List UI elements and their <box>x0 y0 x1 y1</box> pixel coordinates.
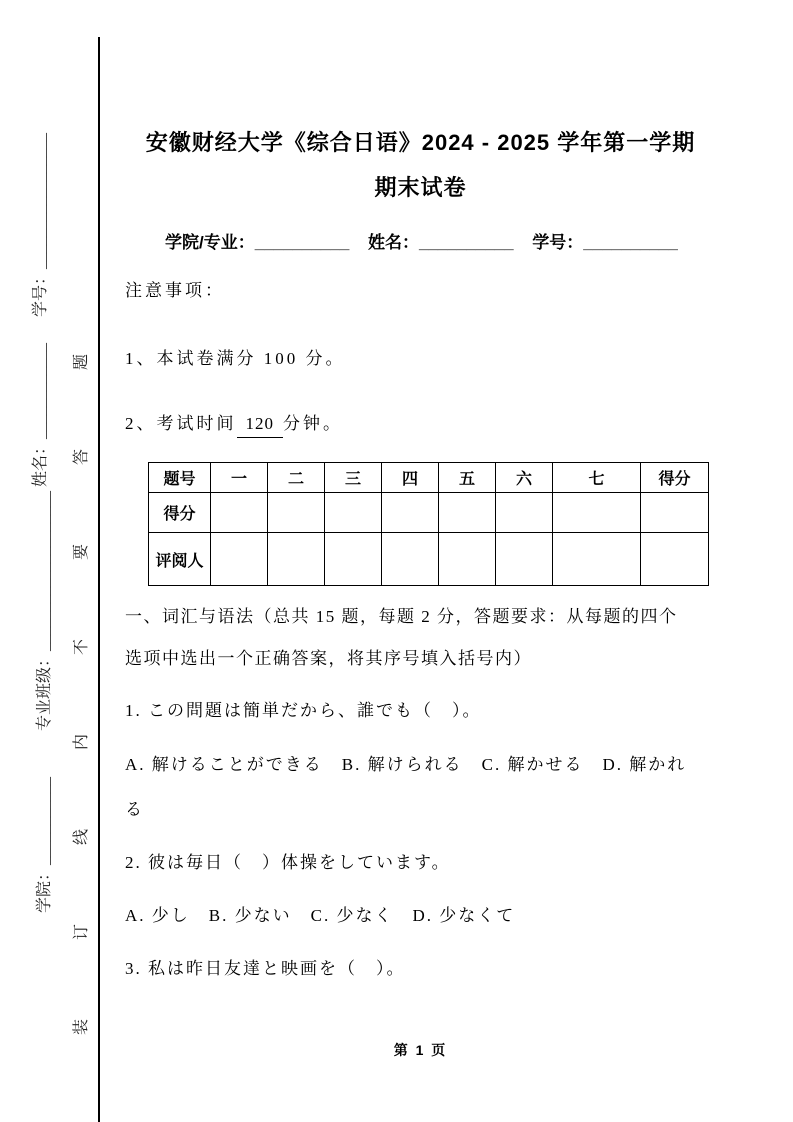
question-1-options-line1: A. 解けることができる B. 解けられる C. 解かせる D. 解かれ <box>125 755 687 774</box>
grader-cell-empty <box>268 533 325 586</box>
grader-cell-empty <box>641 533 709 586</box>
exam-title-line2: 期末试卷 <box>374 175 467 200</box>
score-table-header-cell: 三 <box>325 463 382 493</box>
question-2-text: 2. 彼は毎日（ ）体操をしています。 <box>125 853 451 872</box>
score-cell-empty <box>211 493 268 533</box>
score-cell-empty <box>268 493 325 533</box>
score-table <box>148 462 709 586</box>
score-table-header-row <box>149 463 709 493</box>
exam-title-line1: 安徽财经大学《综合日语》2024 - 2025 学年第一学期 <box>145 130 696 155</box>
notes-heading: 注意事项： <box>125 281 225 300</box>
note-item-2 <box>125 411 757 438</box>
score-cell-empty <box>325 493 382 533</box>
score-table-header-cell: 五 <box>439 463 496 493</box>
grader-row-label: 评阅人 <box>149 533 211 586</box>
question-1-text: 1. この問題は簡単だから、誰でも（ ）。 <box>125 701 482 720</box>
sidebar-field-name: 姓名：____________ <box>32 342 49 487</box>
exam-duration-value: 120 <box>237 411 284 438</box>
score-cell-empty <box>382 493 439 533</box>
score-table-header-cell: 一 <box>211 463 268 493</box>
field-student-id <box>532 228 678 253</box>
field-name-label: 姓名： <box>368 233 420 252</box>
score-table-score-row <box>149 493 709 533</box>
field-student-id-label: 学号： <box>532 233 584 252</box>
header-fields-row <box>165 228 765 253</box>
field-student-id-blank: __________ <box>583 233 678 252</box>
question-1-options-line2: る <box>125 800 144 819</box>
score-table-header-cell: 题号 <box>149 463 211 493</box>
score-row-label: 得分 <box>149 493 211 533</box>
grader-cell-empty <box>211 533 268 586</box>
score-table-header-cell: 六 <box>496 463 553 493</box>
note-item-1: 1、本试卷满分 100 分。 <box>125 349 346 368</box>
field-college-major <box>165 228 349 253</box>
score-table-grader-row <box>149 533 709 586</box>
field-college-major-label: 学院/专业： <box>165 233 255 252</box>
grader-cell-empty <box>382 533 439 586</box>
score-table-header-cell: 得分 <box>641 463 709 493</box>
score-table-header-cell: 二 <box>268 463 325 493</box>
section1-heading-line2: 选项中选出一个正确答案，将其序号填入括号内） <box>125 649 532 668</box>
grader-cell-empty <box>325 533 382 586</box>
sidebar-field-college: 学院：___________ <box>36 776 53 913</box>
binding-notice-text: 装订线内不要答题 <box>73 274 90 1035</box>
section1-heading-line1: 一、词汇与语法（总共 15 题，每题 2 分，答题要求：从每题的四个 <box>125 607 678 626</box>
sidebar-field-student-id: 学号：_________________ <box>32 132 49 317</box>
score-cell-empty <box>439 493 496 533</box>
question-2-options-line1: A. 少し B. 少ない C. 少なく D. 少なくて <box>125 906 516 925</box>
grader-cell-empty <box>439 533 496 586</box>
field-name <box>368 228 514 253</box>
score-table-header-cell: 七 <box>553 463 641 493</box>
score-cell-empty <box>553 493 641 533</box>
field-name-blank: __________ <box>419 233 514 252</box>
note-item-2-post: 分钟。 <box>283 414 343 433</box>
grader-cell-empty <box>496 533 553 586</box>
field-college-major-blank: __________ <box>254 233 350 252</box>
grader-cell-empty <box>553 533 641 586</box>
question-3-text: 3. 私は昨日友達と映画を（ ）。 <box>125 959 406 978</box>
score-cell-empty <box>496 493 553 533</box>
score-cell-empty <box>641 493 709 533</box>
note-item-2-pre: 2、考试时间 <box>125 414 237 433</box>
page-number: 第 1 页 <box>393 1042 448 1058</box>
sidebar-field-major-class: 专业班级：____________________ <box>36 490 53 731</box>
score-table-header-cell: 四 <box>382 463 439 493</box>
